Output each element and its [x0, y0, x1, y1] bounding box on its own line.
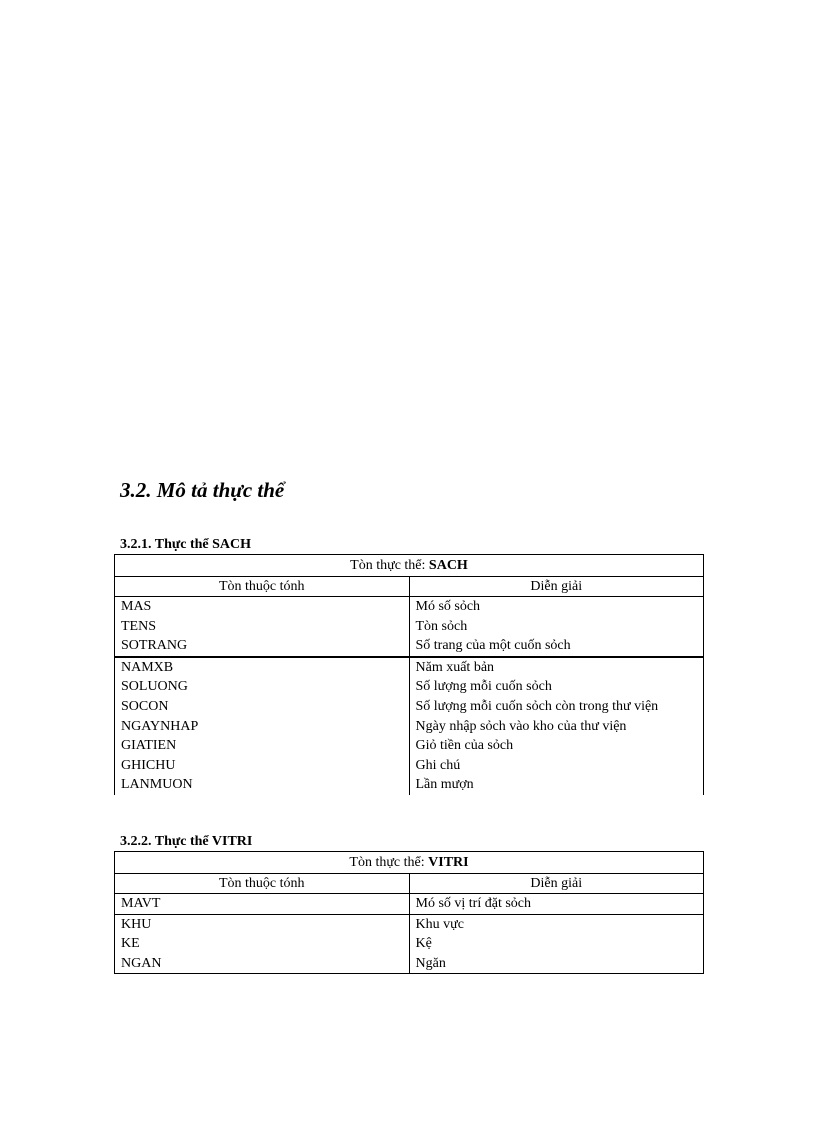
attribute-cell: [115, 597, 410, 657]
section-title: 3.2. Mô tả thực thể: [120, 478, 285, 502]
description-cell: [409, 597, 704, 657]
table-header-row: [115, 874, 704, 894]
attribute-name: KHU: [121, 916, 152, 932]
description-cell: [409, 894, 704, 915]
table-caption-row: [115, 852, 704, 874]
description-cell: [409, 914, 704, 974]
header-attribute-name: Tòn thuộc tónh: [115, 577, 410, 597]
attribute-cell: [115, 657, 410, 795]
attribute-description: Mó số vị trí đặt sỏch: [415, 896, 531, 911]
attribute-name: MAVT: [121, 896, 161, 911]
attribute-name: MAS: [121, 599, 152, 614]
attribute-description: Mó số sỏch: [415, 599, 481, 614]
attribute-name: NGAYNHAP: [121, 718, 199, 734]
attribute-description: Số trang của một cuốn sỏch: [415, 638, 571, 654]
entity-sach-title: 3.2.1. Thực thể SACH: [120, 537, 252, 552]
attribute-description: Lần mượn: [415, 777, 474, 793]
attribute-cell: [115, 894, 410, 915]
table-row-group-1: [115, 894, 704, 915]
entity-sach-table: [114, 554, 704, 795]
attribute-name: GHICHU: [121, 757, 176, 773]
header-description: Diễn giải: [409, 577, 704, 597]
attribute-description: Khu vực: [415, 916, 464, 932]
attribute-name: NAMXB: [121, 659, 174, 675]
entity-vitri-title: 3.2.2. Thực thể VITRI: [120, 834, 253, 849]
attribute-description: Năm xuất bản: [415, 659, 495, 675]
attribute-name: NGAN: [121, 955, 162, 971]
table-caption: [115, 852, 704, 874]
attribute-cell: [115, 914, 410, 974]
caption-entity-name: SACH: [428, 558, 468, 573]
attribute-description: Tòn sỏch: [415, 618, 468, 634]
table-caption-row: [115, 555, 704, 577]
table-row-group-1: [115, 597, 704, 657]
attribute-name: TENS: [121, 618, 156, 634]
attribute-name: KE: [121, 936, 140, 952]
caption-entity-name: VITRI: [428, 855, 469, 870]
caption-prefix: Tòn thực thể:: [350, 558, 429, 573]
header-attribute-name: Tòn thuộc tónh: [115, 874, 410, 894]
attribute-description: Số lượng mỗi cuốn sỏch còn trong thư viện: [415, 698, 659, 714]
attribute-description: Số lượng mỗi cuốn sỏch: [415, 679, 552, 695]
caption-prefix: Tòn thực thể:: [349, 855, 429, 870]
attribute-description: Giỏ tiền của sỏch: [415, 738, 514, 754]
table-row-group-2: [115, 914, 704, 974]
table-row-group-2: [115, 657, 704, 795]
table-caption: [115, 555, 704, 577]
attribute-name: SOCON: [121, 698, 169, 714]
attribute-description: Ngày nhập sỏch vào kho của thư viện: [415, 718, 627, 734]
attribute-description: Kệ: [415, 936, 432, 952]
description-cell: [409, 657, 704, 795]
entity-vitri-table: [114, 851, 704, 974]
attribute-description: Ghi chú: [415, 757, 461, 773]
header-description: Diễn giải: [409, 874, 704, 894]
attribute-name: LANMUON: [121, 777, 193, 793]
attribute-name: SOLUONG: [121, 679, 188, 695]
table-header-row: [115, 577, 704, 597]
attribute-name: SOTRANG: [121, 638, 188, 654]
attribute-name: GIATIEN: [121, 738, 177, 754]
attribute-description: Ngăn: [415, 955, 446, 971]
